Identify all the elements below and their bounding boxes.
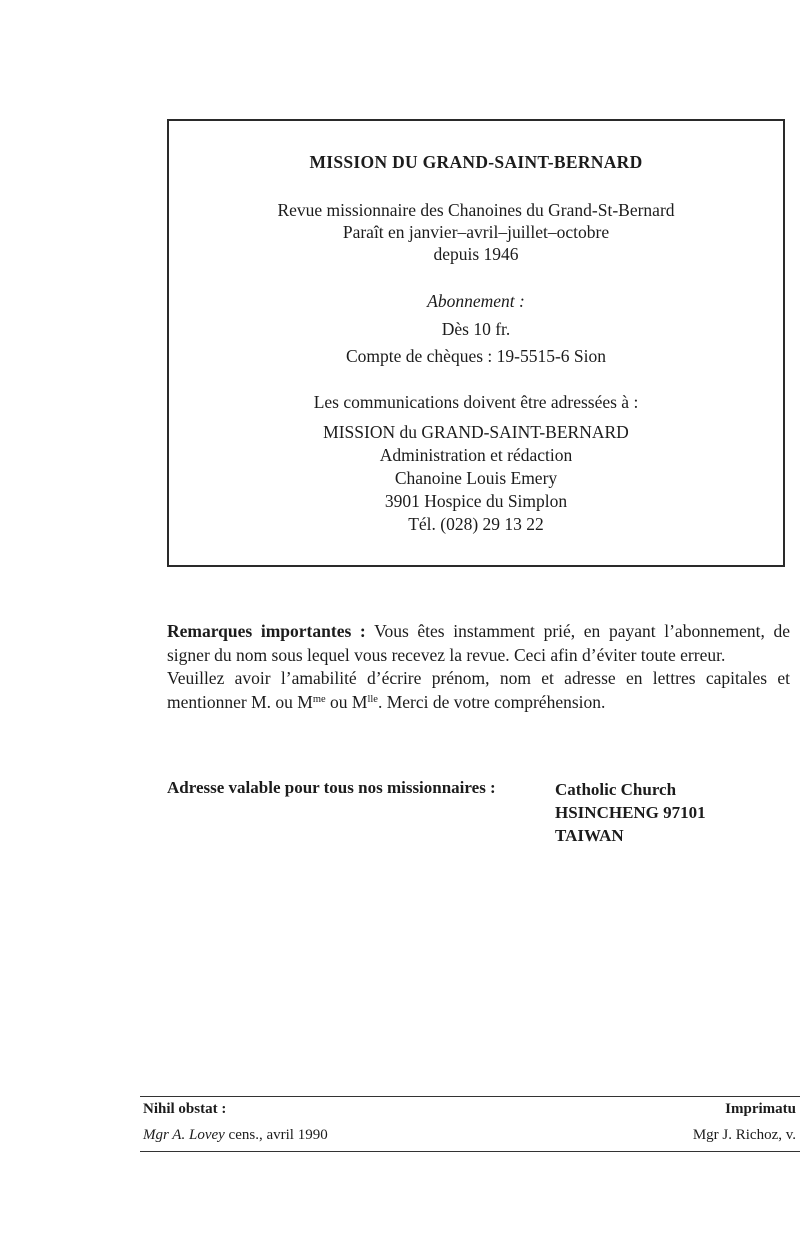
missionaries-address-line-3: TAIWAN — [555, 826, 624, 845]
compte-cheques: Compte de chèques : 19-5515-6 Sion — [345, 346, 607, 366]
revue-line-1: Revue missionnaire des Chanoines du Grand-St-Bernard — [277, 200, 675, 220]
remarks-paragraph-1 — [167, 620, 790, 667]
remarks-section — [167, 620, 790, 714]
info-box — [167, 119, 785, 567]
missionaries-address-label: Adresse valable pour tous nos missionnaires : — [167, 778, 496, 797]
remarks-heading: Remarques importantes : — [167, 621, 366, 641]
remarks-paragraph-2: Veuillez avoir l’amabilité d’écrire prénom, nom et adresse en lettres capitales et mentionner M. ou $M^{me}$ ou $M^{lle}$. Merci de votre compréhension. — [167, 668, 790, 712]
footer-bottom-rule — [140, 1151, 800, 1152]
nihil-obstat-label: Nihil obstat : — [143, 1101, 227, 1117]
footer-top-rule — [140, 1096, 800, 1097]
imprimatur-label: Imprimatu — [725, 1101, 796, 1117]
address-line-5: Tél. (028) 29 13 22 — [408, 514, 544, 534]
address-line-4: 3901 Hospice du Simplon — [384, 491, 568, 511]
missionaries-address — [555, 778, 706, 847]
missionaries-address-line-2: HSINCHENG 97101 — [555, 803, 706, 822]
imprimatur-signature: Mgr J. Richoz, v. — [692, 1127, 796, 1143]
remarks-text-1: Vous êtes instamment prié, en payant l’abonnement, de signer du nom sous lequel vous recevez la revue. Ceci afin d’éviter toute erreur. — [167, 621, 790, 665]
nihil-obstat-signature: Mgr A. Lovey cens., avril 1990 — [143, 1127, 328, 1143]
address-line-3: Chanoine Louis Emery — [394, 468, 558, 488]
address-line-1: MISSION du GRAND-SAINT-BERNARD — [323, 422, 629, 442]
missionaries-address-line-1: Catholic Church — [555, 780, 677, 799]
address-line-2: Administration et rédaction — [379, 445, 573, 465]
price: Dès 10 fr. — [441, 319, 511, 339]
abonnement-label: Abonnement : — [427, 291, 525, 311]
box-title: MISSION DU GRAND-SAINT-BERNARD — [309, 152, 643, 172]
revue-line-2: Paraît en janvier–avril–juillet–octobre — [342, 222, 610, 242]
communications-line: Les communications doivent être adressées à : — [313, 392, 639, 412]
revue-line-3: depuis 1946 — [433, 244, 519, 264]
